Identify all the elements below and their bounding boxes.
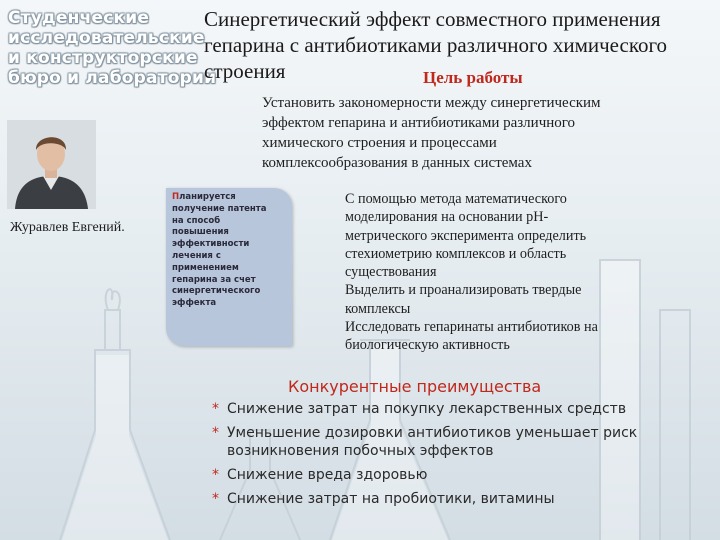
methods-line: стехиометрию комплексов и область bbox=[345, 245, 567, 262]
goal-heading: Цель работы bbox=[423, 68, 523, 87]
person-photo bbox=[7, 120, 96, 209]
advantages-heading: Конкурентные преимущества bbox=[288, 377, 542, 396]
slide-title-line: Синергетический эффект совместного применения bbox=[204, 7, 661, 31]
goal-line: комплексообразования в данных системах bbox=[262, 155, 532, 171]
patent-note-line: получение патента bbox=[172, 203, 267, 214]
organization-title-line: Студенческие bbox=[8, 8, 150, 28]
patent-note-line: лечения с bbox=[172, 250, 221, 261]
advantage-item bbox=[212, 490, 692, 508]
patent-note bbox=[172, 192, 288, 310]
advantage-text: Снижение затрат на пробиотики, витамины bbox=[227, 491, 555, 507]
goal-line: химического строения и процессами bbox=[262, 135, 497, 151]
patent-note-line: гепарина за счет bbox=[172, 274, 256, 285]
methods-text bbox=[345, 190, 645, 355]
goal-line: Установить закономерности между синергетическим bbox=[262, 95, 601, 111]
methods-line: Исследовать гепаринаты антибиотиков на bbox=[345, 319, 598, 336]
advantage-item bbox=[212, 466, 692, 484]
advantages-list bbox=[212, 400, 692, 514]
methods-line: моделирования на основании рН- bbox=[345, 209, 549, 226]
patent-note-initial: П bbox=[172, 192, 180, 202]
organization-title bbox=[8, 8, 217, 88]
patent-note-line: эффективности bbox=[172, 239, 250, 250]
goal-line: эффектом гепарина и антибиотиками различного bbox=[262, 115, 576, 131]
bullet-star-icon: * bbox=[212, 425, 219, 441]
patent-note-line: синергетического bbox=[172, 286, 261, 297]
organization-title-line: бюро и лаборатории bbox=[8, 68, 217, 88]
methods-line: С помощью метода математического bbox=[345, 191, 567, 207]
slide-title-line: строения bbox=[204, 59, 286, 83]
patent-note-line: эффекта bbox=[172, 298, 217, 309]
patent-note-line: повышения bbox=[172, 227, 229, 238]
advantage-text: Уменьшение дозировки антибиотиков уменьшает риск возникновения побочных эффектов bbox=[227, 425, 638, 459]
patent-note-line: применением bbox=[172, 262, 239, 273]
slide-title-line: гепарина с антибиотиками различного химического bbox=[204, 33, 668, 57]
advantage-item bbox=[212, 400, 692, 418]
bullet-star-icon: * bbox=[212, 467, 219, 483]
advantage-item bbox=[212, 424, 692, 460]
person-photo-icon bbox=[7, 120, 96, 209]
methods-line: метрического эксперимента определить bbox=[345, 227, 587, 244]
methods-line: существования bbox=[345, 264, 437, 281]
advantage-text: Снижение вреда здоровью bbox=[227, 467, 428, 483]
methods-line: Выделить и проанализировать твердые bbox=[345, 282, 582, 299]
methods-line: биологическую активность bbox=[345, 337, 510, 354]
bullet-star-icon: * bbox=[212, 401, 219, 417]
patent-note-line: на способ bbox=[172, 215, 221, 226]
patent-note-rest: ланируется bbox=[179, 192, 236, 202]
advantage-text: Снижение затрат на покупку лекарственных средств bbox=[227, 401, 627, 417]
organization-title-line: исследовательские bbox=[8, 28, 205, 48]
bullet-star-icon: * bbox=[212, 491, 219, 507]
patent-note-line bbox=[172, 192, 288, 204]
organization-title-line: и конструкторские bbox=[8, 48, 198, 68]
methods-line: комплексы bbox=[345, 300, 411, 317]
person-name: Журавлев Евгений. bbox=[10, 220, 125, 235]
goal-description bbox=[262, 93, 692, 173]
